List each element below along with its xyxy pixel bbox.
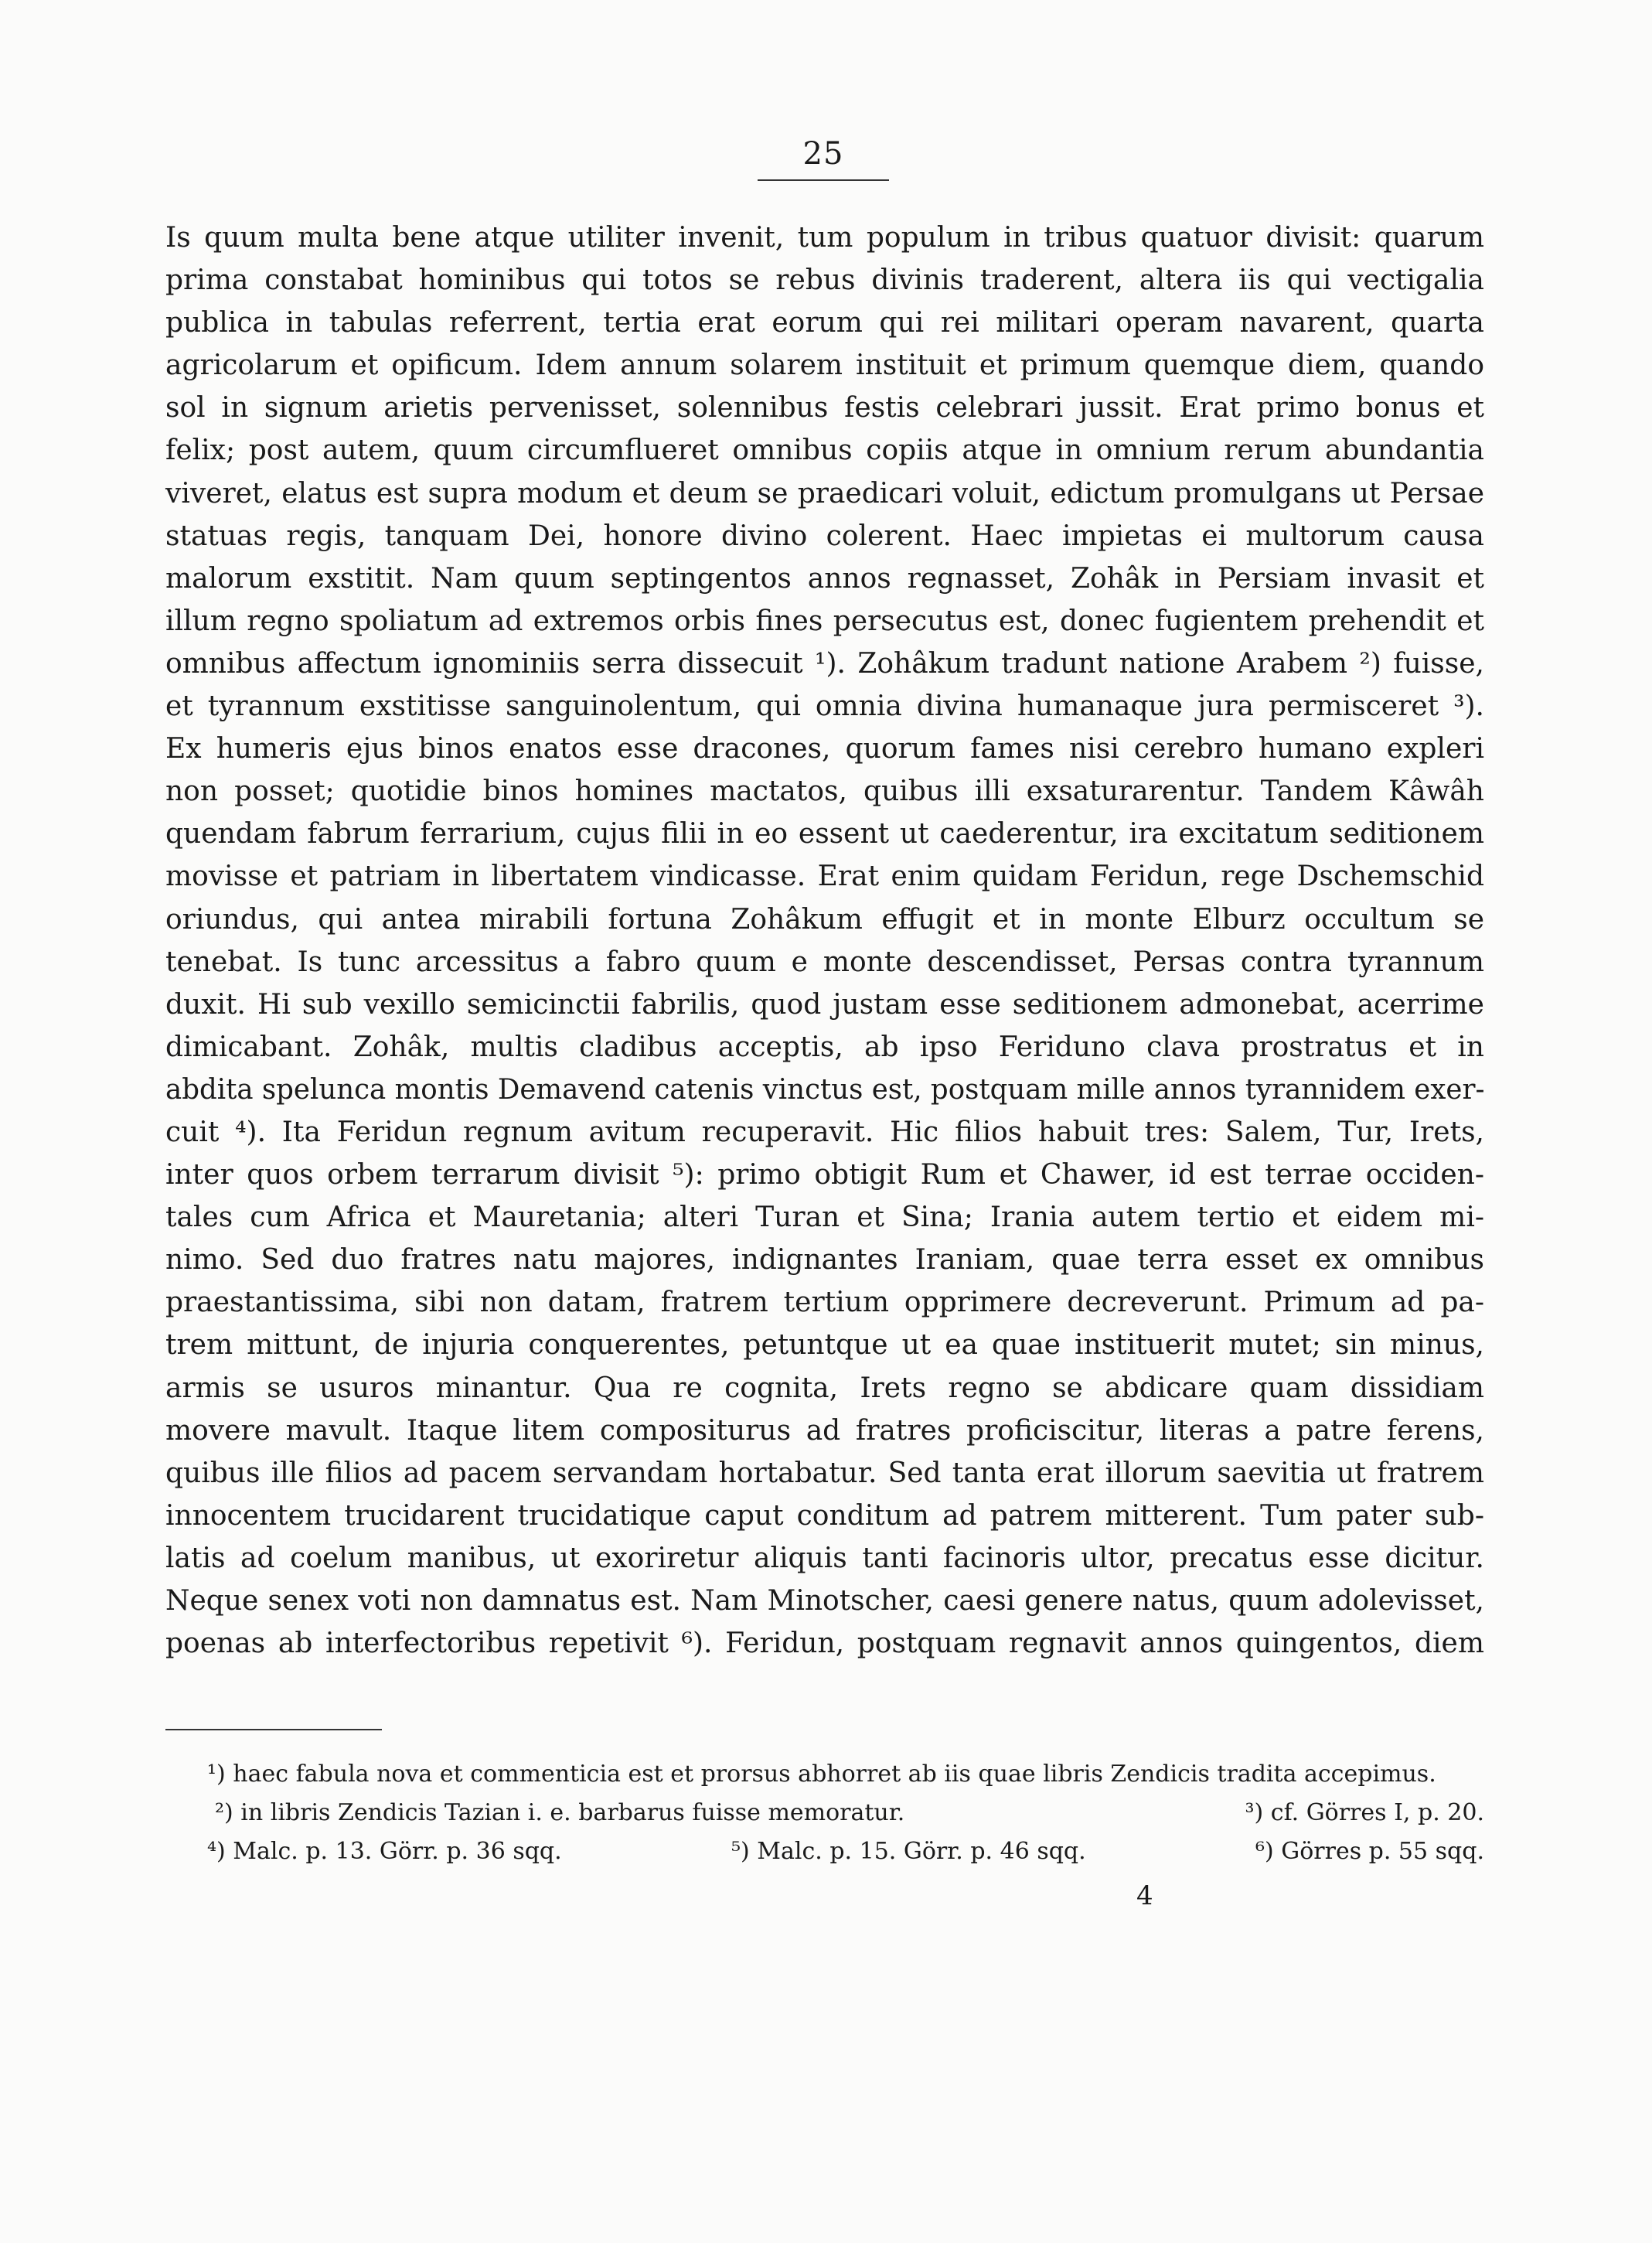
footnote-5: ⁵) Malc. p. 15. Görr. p. 46 sqq. xyxy=(731,1838,1086,1865)
text-line: dimicabant. Zohâk, multis cladibus acceptis, ab ipso Feriduno clava prostratus et in xyxy=(165,1031,1484,1063)
text-line: prima constabat hominibus qui totos se rebus divinis traderent, altera iis qui vectigalia xyxy=(165,264,1484,297)
footnotes xyxy=(207,1755,1484,1871)
text-line: et tyrannum exstitisse sanguinolentum, qui omnia divina humanaque jura permisceret ³). xyxy=(165,690,1484,723)
footnote-6: ⁶) Görres p. 55 sqq. xyxy=(1255,1838,1484,1865)
footnote-row-2-3 xyxy=(207,1794,1484,1832)
text-line: omnibus affectum ignominiis serra dissecuit ¹). Zohâkum tradunt natione Arabem ²) fuisse, xyxy=(165,647,1484,680)
text-line: innocentem trucidarent trucidatique caput conditum ad patrem mitterent. Tum pater sub- xyxy=(165,1499,1484,1532)
text-line: statuas regis, tanquam Dei, honore divino colerent. Haec impietas ei multorum causa xyxy=(165,520,1484,552)
text-line: armis se usuros minantur. Qua re cognita, Irets regno se abdicare quam dissidiam xyxy=(165,1372,1484,1404)
signature-mark: 4 xyxy=(1136,1880,1153,1911)
text-line: duxit. Hi sub vexillo semicinctii fabrilis, quod justam esse seditionem admonebat, acerrime xyxy=(165,988,1484,1021)
text-line: quendam fabrum ferrarium, cujus filii in eo essent ut caederentur, ira excitatum seditionem xyxy=(165,818,1484,850)
text-line: Is quum multa bene atque utiliter invenit, tum populum in tribus quatuor divisit: quarum xyxy=(165,222,1484,254)
text-line: Ex humeris ejus binos enatos esse dracones, quorum fames nisi cerebro humano expleri xyxy=(165,733,1484,765)
text-line: viveret, elatus est supra modum et deum se praedicari voluit, edictum promulgans ut Persae xyxy=(165,477,1484,510)
text-line: tenebat. Is tunc arcessitus a fabro quum e monte descendisset, Persas contra tyrannum xyxy=(165,946,1484,978)
text-line: movisse et patriam in libertatem vindicasse. Erat enim quidam Feridun, rege Dschemschid xyxy=(165,861,1484,893)
text-line: non posset; quotidie binos homines mactatos, quibus illi exsaturarentur. Tandem Kâwâh xyxy=(165,776,1484,808)
text-line: illum regno spoliatum ad extremos orbis fines persecutus est, donec fugientem prehendit et xyxy=(165,605,1484,637)
text-line: publica in tabulas referrent, tertia erat eorum qui rei militari operam navarent, quarta xyxy=(165,307,1484,339)
page-number: 25 xyxy=(802,136,844,172)
text-line: poenas ab interfectoribus repetivit ⁶). Feridun, postquam regnavit annos quingentos, diem xyxy=(165,1628,1484,1660)
text-line: cuit ⁴). Ita Feridun regnum avitum recuperavit. Hic filios habuit tres: Salem, Tur, Irets, xyxy=(165,1116,1484,1148)
text-line: inter quos orbem terrarum divisit ⁵): primo obtigit Rum et Chawer, id est terrae occiden- xyxy=(165,1159,1484,1191)
text-line: abdita spelunca montis Demavend catenis vinctus est, postquam mille annos tyrannidem exer- xyxy=(165,1073,1485,1106)
text-line: latis ad coelum manibus, ut exoriretur aliquis tanti facinoris ultor, precatus esse dicitur. xyxy=(165,1542,1484,1574)
text-line: oriundus, qui antea mirabili fortuna Zohâkum effugit et in monte Elburz occultum se xyxy=(165,903,1484,936)
text-line: felix; post autem, quum circumflueret omnibus copiis atque in omnium rerum abundantia xyxy=(165,435,1484,467)
footnote-row-4-6 xyxy=(207,1832,1484,1871)
text-line: nimo. Sed duo fratres natu majores, indignantes Iraniam, quae terra esset ex omnibus xyxy=(165,1244,1484,1277)
text-line: tales cum Africa et Mauretania; alteri Turan et Sina; Irania autem tertio et eidem mi- xyxy=(165,1202,1484,1234)
text-line: quibus ille filios ad pacem servandam hortabatur. Sed tanta erat illorum saevitia ut fratrem xyxy=(165,1457,1484,1489)
footnote-1: ¹) haec fabula nova et commenticia est et prorsus abhorret ab iis quae libris Zendicis tradita accepimus. xyxy=(207,1761,1436,1788)
text-line: trem mittunt, de injuria conquerentes, petuntque ut ea quae instituerit mutet; sin minus, xyxy=(165,1329,1484,1362)
footnote-4: ⁴) Malc. p. 13. Görr. p. 36 sqq. xyxy=(207,1838,562,1865)
text-line: agricolarum et opificum. Idem annum solarem instituit et primum quemque diem, quando xyxy=(165,349,1484,382)
header-rule xyxy=(758,179,889,181)
text-line: Neque senex voti non damnatus est. Nam Minotscher, caesi genere natus, quum adolevisset, xyxy=(165,1585,1484,1617)
text-line: sol in signum arietis pervenisset, solennibus festis celebrari jussit. Erat primo bonus et xyxy=(165,392,1484,424)
footnote-2: ²) in libris Zendicis Tazian i. e. barbarus fuisse memoratur. xyxy=(215,1799,905,1826)
text-line: praestantissima, sibi non datam, fratrem tertium opprimere decreverunt. Primum ad pa- xyxy=(165,1287,1484,1319)
text-line: malorum exstitit. Nam quum septingentos annos regnasset, Zohâk in Persiam invasit et xyxy=(165,562,1484,595)
footnote-3: ³) cf. Görres I, p. 20. xyxy=(1245,1799,1484,1826)
body-text xyxy=(165,216,1484,1665)
footnote-rule xyxy=(165,1729,382,1730)
text-line: movere mavult. Itaque litem compositurus ad fratres proficiscitur, literas a patre ferens, xyxy=(165,1414,1484,1447)
